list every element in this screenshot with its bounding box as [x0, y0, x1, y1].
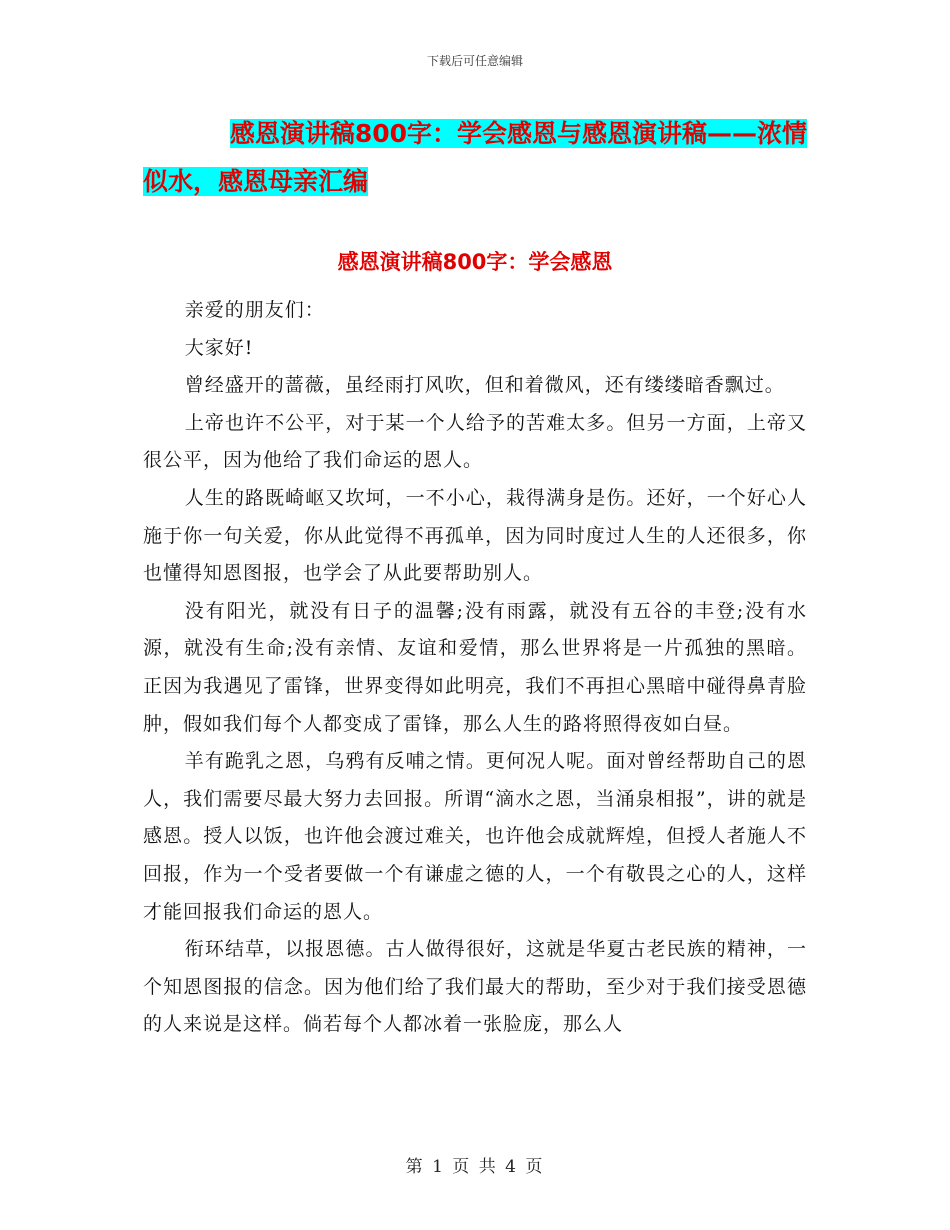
body-paragraph: 没有阳光，就没有日子的温馨;没有雨露，就没有五谷的丰登;没有水源，就没有生命;没有亲情、友谊和爱情，那么世界将是一片孤独的黑暗。正因为我遇见了雷锋，世界变得如此明亮，我们不再担心黑暗中碰得鼻青脸肿，假如我们每个人都变成了雷锋，那么人生的路将照得夜如白昼。: [143, 599, 807, 735]
body-paragraph: 羊有跪乳之恩，乌鸦有反哺之情。更何况人呢。面对曾经帮助自己的恩人，我们需要尽最大努力去回报。所谓“滴水之恩，当涌泉相报”，讲的就是感恩。授人以饭，也许他会渡过难关，也许他会成就辉煌，但授人者施人不回报，作为一个受者要做一个有谦虚之德的人，一个有敬畏之心的人，这样才能回报我们命运的恩人。: [143, 750, 807, 923]
title-line-1: 感恩演讲稿800字：学会感恩与感恩演讲稿——浓情: [229, 119, 807, 148]
body-paragraph: 衔环结草，以报恩德。古人做得很好，这就是华夏古老民族的精神，一个知恩图报的信念。因为他们给了我们最大的帮助，至少对于我们接受恩德的人来说是这样。倘若每个人都冰着一张脸庞，那么人: [143, 938, 807, 1036]
greeting-paragraph: 亲爱的朋友们：: [184, 299, 325, 321]
page-footer: 第 1 页 共 4 页: [405, 1157, 545, 1177]
body-paragraph: 人生的路既崎岖又坎坷，一不小心，栽得满身是伤。还好，一个好心人施于你一句关爱，你从此觉得不再孤单，因为同时度过人生的人还很多，你也懂得知恩图报，也学会了从此要帮助别人。: [143, 486, 807, 585]
body-paragraph: 曾经盛开的蔷薇，虽经雨打风吹，但和着微风，还有缕缕暗香飘过。: [184, 374, 785, 397]
body-paragraph: 大家好!: [184, 336, 254, 359]
document-title: [143, 110, 807, 206]
body-paragraph: 上帝也许不公平，对于某一个人给予的苦难太多。但另一方面，上帝又很公平，因为他给了我们命运的恩人。: [143, 411, 807, 472]
section-title: 感恩演讲稿800字：学会感恩: [337, 250, 613, 274]
title-line-2: 似水，感恩母亲汇编: [143, 167, 369, 196]
header-note: 下载后可任意编辑: [426, 54, 523, 68]
body-text: [143, 292, 807, 1044]
